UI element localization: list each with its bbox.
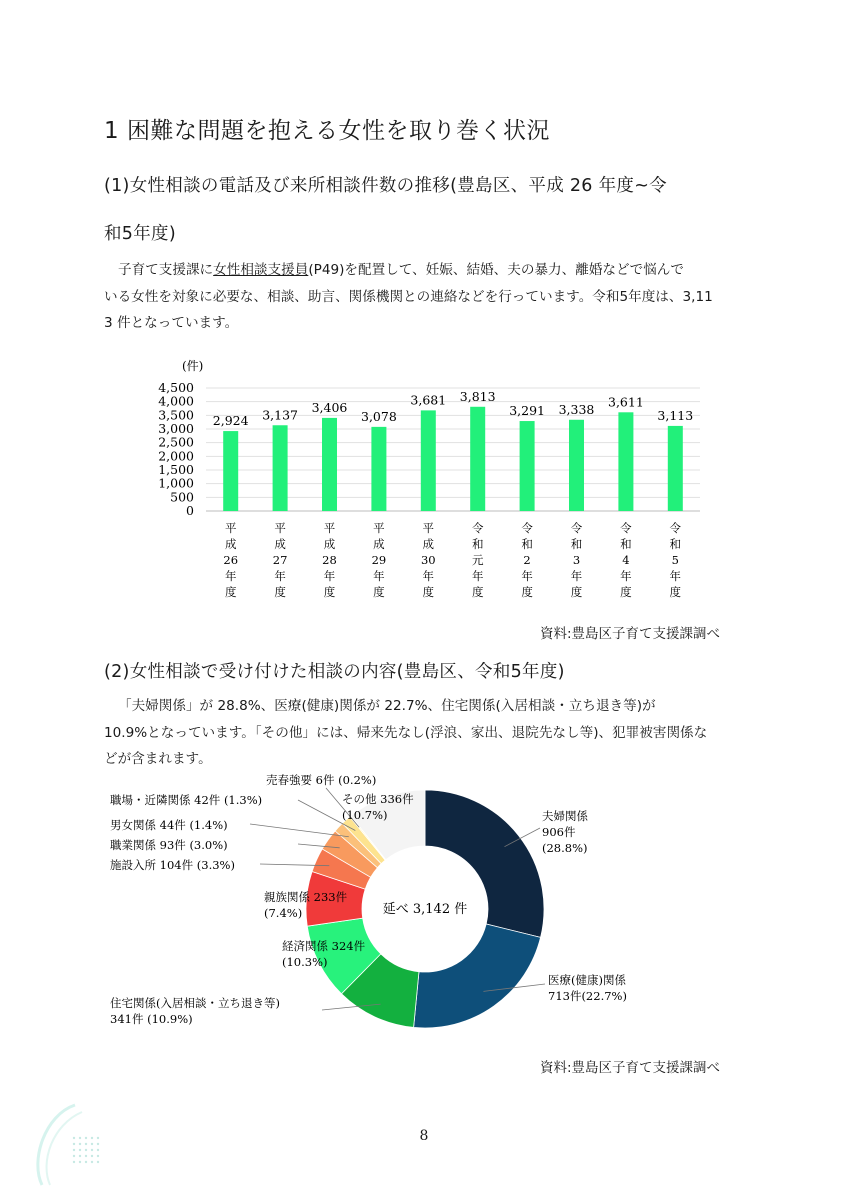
y-tick-label: 1,000: [158, 475, 194, 491]
decorative-dot: [79, 1143, 81, 1145]
donut-slice-label: 経済関係 324件(10.3%): [282, 939, 366, 969]
decorative-dot: [91, 1155, 93, 1157]
y-tick-label: 3,500: [158, 407, 194, 423]
donut-slice-label: 男女関係 44件 (1.4%): [110, 818, 228, 832]
bar-value-label: 2,924: [212, 413, 249, 429]
bar: [273, 425, 288, 511]
decorative-dot: [73, 1155, 75, 1157]
x-category-label: 令和 4 年度: [620, 521, 632, 599]
bar-value-label: 3,078: [361, 408, 397, 424]
bar-value-label: 3,113: [657, 407, 694, 423]
decorative-dot: [85, 1143, 87, 1145]
bar-value-label: 3,813: [459, 388, 496, 404]
donut-slice-label: 医療(健康)関係 713件(22.7%): [548, 973, 627, 1003]
bar-value-label: 3,681: [410, 392, 447, 408]
section-title: 1 困難な問題を抱える女性を取り巻く状況: [104, 118, 550, 144]
bar-value-label: 3,137: [262, 407, 298, 423]
decorative-dot: [85, 1137, 87, 1139]
subsection-1-title-line1: (1)女性相談の電話及び来所相談件数の推移(豊島区、平成 26 年度~令: [104, 176, 667, 196]
x-category-label: 平成 30 年度: [420, 521, 436, 599]
decorative-logo: [20, 1090, 110, 1190]
y-tick-label: 1,500: [158, 462, 194, 477]
donut-slice: [414, 924, 541, 1028]
donut-leader-line: [250, 824, 349, 837]
bar: [223, 431, 238, 511]
x-category-label: 平成 28 年度: [322, 521, 337, 599]
bar: [322, 418, 337, 511]
decorative-dot: [85, 1155, 87, 1157]
consultation-count-bar-chart: [140, 352, 730, 617]
y-tick-label: 0: [186, 503, 194, 518]
x-category-label: 令和 2 年度: [521, 521, 533, 599]
y-tick-label: 2,500: [158, 434, 194, 450]
bar: [470, 407, 485, 511]
y-tick-label: 4,000: [158, 393, 194, 409]
donut-slice-label: 施設入所 104件 (3.3%): [110, 858, 235, 872]
bar: [371, 427, 386, 511]
y-tick-label: 3,000: [158, 421, 194, 436]
para-text: 子育て支援課に: [118, 262, 214, 278]
y-axis-unit-label: (件): [182, 359, 204, 373]
bar: [520, 421, 535, 511]
subsection-1-paragraph-line2: いる女性を対象に必要な、相談、助言、関係機関との連絡などを行っています。令和5年度は、3,11: [104, 289, 713, 305]
decorative-dot-grid: [73, 1137, 99, 1163]
bar-value-label: 3,291: [509, 403, 545, 419]
decorative-dot: [79, 1155, 81, 1157]
decorative-dot: [97, 1161, 99, 1163]
decorative-dot: [79, 1137, 81, 1139]
decorative-dot: [97, 1143, 99, 1145]
decorative-dot: [73, 1149, 75, 1151]
subsection-1-paragraph-line1: [118, 258, 684, 282]
decorative-dot: [91, 1137, 93, 1139]
page-number: 8: [419, 1128, 429, 1144]
decorative-dot: [85, 1161, 87, 1163]
x-category-label: 平成 29 年度: [371, 521, 387, 599]
x-category-label: 令和元年度: [471, 521, 484, 599]
donut-slice-label: 職場・近隣関係 42件 (1.3%): [110, 793, 263, 807]
bar: [569, 420, 584, 511]
decorative-dot: [79, 1149, 81, 1151]
bar-value-label: 3,406: [311, 399, 348, 415]
decorative-dot: [91, 1161, 93, 1163]
x-category-label: 平成 27 年度: [272, 521, 288, 599]
bar-chart-source: 資料:豊島区子育て支援課調べ: [540, 626, 721, 642]
subsection-1-paragraph-line3: 3 件となっています。: [104, 315, 239, 331]
decorative-dot: [73, 1143, 75, 1145]
donut-slice-label: 親族関係 233件(7.4%): [264, 890, 348, 920]
donut-chart-source: 資料:豊島区子育て支援課調べ: [540, 1060, 721, 1076]
decorative-dot: [85, 1149, 87, 1151]
decorative-dot: [73, 1161, 75, 1163]
decorative-dot: [91, 1149, 93, 1151]
donut-slice-label: 職業関係 93件 (3.0%): [110, 838, 228, 852]
decorative-dot: [97, 1155, 99, 1157]
donut-slice-label: 住宅関係(入居相談・立ち退き等) 341件 (10.9%): [110, 996, 280, 1026]
x-category-label: 令和 5 年度: [669, 521, 682, 599]
female-counselor-link[interactable]: 女性相談支援員: [213, 262, 309, 278]
y-tick-label: 500: [170, 489, 194, 505]
bar: [668, 426, 683, 511]
donut-slice-label: その他 336件(10.7%): [342, 792, 414, 822]
decorative-dot: [91, 1143, 93, 1145]
bar-value-label: 3,338: [558, 401, 595, 417]
decorative-dot: [97, 1149, 99, 1151]
bar-value-label: 3,611: [608, 394, 644, 410]
subsection-2-paragraph-line3: どが含まれます。: [104, 751, 212, 767]
subsection-2-paragraph-line2: 10.9%となっています。「その他」には、帰来先なし(浮浪、家出、退院先なし等)、犯罪被害関係な: [104, 725, 708, 741]
donut-center-label: 延べ 3,142 件: [382, 902, 468, 917]
decorative-arc-1: [38, 1105, 75, 1185]
bar: [421, 410, 436, 511]
x-category-label: 令和 3 年度: [570, 521, 583, 599]
y-tick-label: 4,500: [158, 380, 194, 395]
donut-slice-label: 夫婦関係 906件(28.8%): [542, 809, 588, 855]
subsection-2-title: (2)女性相談で受け付けた相談の内容(豊島区、令和5年度): [104, 662, 565, 682]
para-text: (P49)を配置して、妊娠、結婚、夫の暴力、離婚などで悩んで: [308, 262, 684, 278]
subsection-1-title-line2: 和5年度): [104, 224, 176, 244]
x-category-label: 平成 26 年度: [223, 521, 239, 599]
donut-slice-label: 売春強要 6件 (0.2%): [266, 773, 377, 787]
decorative-dot: [79, 1161, 81, 1163]
subsection-2-paragraph-line1: 「夫婦関係」が 28.8%、医療(健康)関係が 22.7%、住宅関係(入居相談・立ち退き等)が: [118, 698, 656, 714]
decorative-dot: [73, 1137, 75, 1139]
y-tick-label: 2,000: [158, 448, 194, 464]
decorative-dot: [97, 1137, 99, 1139]
bar: [618, 412, 633, 511]
consultation-content-donut-chart: [0, 760, 848, 1050]
